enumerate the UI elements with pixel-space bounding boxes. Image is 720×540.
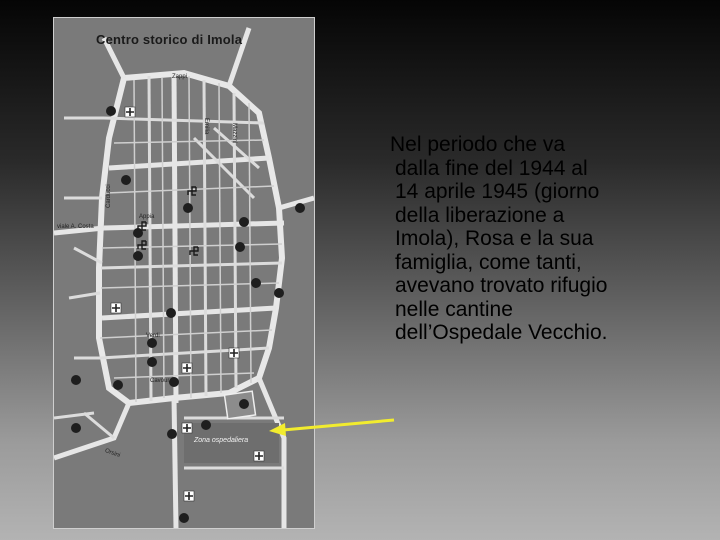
street-label-aldo-costa: viale A. Costa (57, 224, 94, 230)
map-image (53, 17, 315, 529)
caption-line: Imola), Rosa e la sua (395, 227, 594, 250)
caption-text (390, 133, 710, 345)
caption-line: dell’Ospedale Vecchio. (395, 321, 608, 344)
hospital-zone-label: Zona ospedaliera (194, 437, 249, 444)
map-title: Centro storico di Imola (96, 32, 243, 47)
street-label-orsini: Orsini (103, 448, 121, 459)
street-label-zappi: Zappi (172, 74, 188, 80)
street-label-mazzini: Mazzini (231, 123, 237, 144)
caption-line: dalla fine del 1944 al (395, 156, 588, 180)
street-label-verdi: Verdi (146, 333, 160, 339)
caption-line: Nel periodo che va (390, 133, 566, 156)
caption-line: famiglia, come tanti, (395, 250, 582, 274)
pointer-arrow (265, 410, 397, 436)
street-label-carducci: Carducci (106, 184, 112, 208)
street-label-cavour: Cavour (150, 378, 170, 384)
caption-line: della liberazione a (395, 203, 565, 227)
caption-line: 14 aprile 1945 (giorno (395, 180, 600, 203)
caption-line: avevano trovato rifugio (395, 274, 608, 297)
street-label-emilia: Emilia (203, 118, 209, 135)
caption-line: nelle cantine (395, 297, 513, 321)
street-label-appia: Appia (139, 214, 155, 220)
street-map (54, 18, 314, 528)
